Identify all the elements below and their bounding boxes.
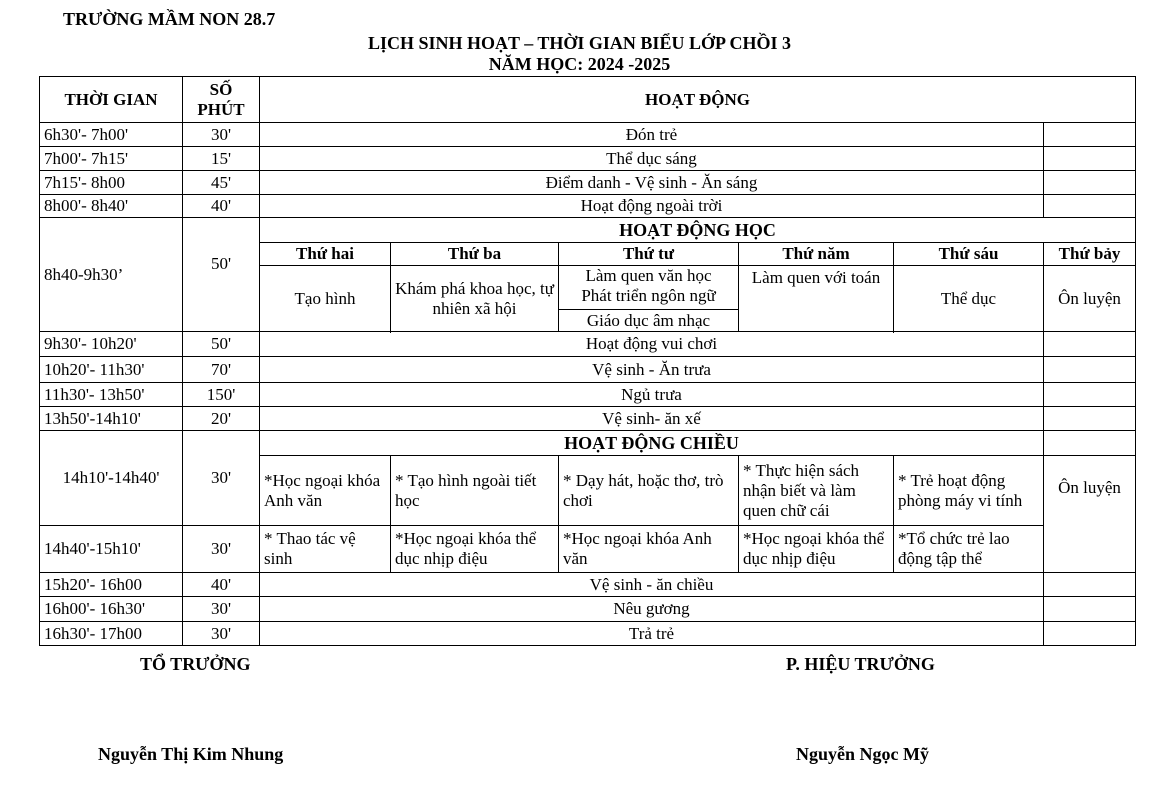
table-row xyxy=(40,622,1136,646)
afternoon-minutes-cell-1: 30' xyxy=(183,431,260,526)
minutes-cell: 30' xyxy=(183,622,260,646)
table-row xyxy=(40,195,1136,218)
day-header-sat: Thứ bảy xyxy=(1044,243,1136,266)
study-tue: Khám phá khoa học, tự nhiên xã hội xyxy=(391,266,559,332)
afternoon-time-cell-1: 14h10'-14h40' xyxy=(40,431,183,526)
signature-title-left: TỔ TRƯỞNG xyxy=(140,654,251,674)
afternoon-thu-1: * Thực hiện sách nhận biết và làm quen chữ cái xyxy=(739,456,894,526)
study-thu: Làm quen với toán xyxy=(739,266,894,332)
afternoon-sat: Ôn luyện xyxy=(1044,456,1136,573)
activity-cell: Hoạt động ngoài trời xyxy=(260,195,1044,218)
document-title: LỊCH SINH HOẠT – THỜI GIAN BIỂU LỚP CHỒI 3 xyxy=(368,33,791,53)
blank-cell xyxy=(1044,622,1136,646)
activity-cell: Điểm danh - Vệ sinh - Ăn sáng xyxy=(260,171,1044,195)
afternoon-wed-1: * Dạy hát, hoặc thơ, trò chơi xyxy=(559,456,739,526)
day-header-thu: Thứ năm xyxy=(739,243,894,266)
blank-cell xyxy=(1044,147,1136,171)
afternoon-mon-1: *Học ngoại khóa Anh văn xyxy=(260,456,391,526)
afternoon-minutes-cell-2: 30' xyxy=(183,526,260,573)
activity-cell: Ngủ trưa xyxy=(260,383,1044,407)
signature-name-right: Nguyễn Ngọc Mỹ xyxy=(796,744,929,764)
minutes-cell: 70' xyxy=(183,357,260,383)
time-cell: 13h50'-14h10' xyxy=(40,407,183,431)
table-row xyxy=(40,383,1136,407)
header-activity: HOẠT ĐỘNG xyxy=(260,77,1136,123)
afternoon-wed-2: *Học ngoại khóa Anh văn xyxy=(559,526,739,573)
study-minutes-cell: 50' xyxy=(183,218,260,332)
table-row xyxy=(40,573,1136,597)
time-cell: 6h30'- 7h00' xyxy=(40,123,183,147)
table-row xyxy=(40,332,1136,357)
day-header-fri: Thứ sáu xyxy=(894,243,1044,266)
table-row xyxy=(40,357,1136,383)
schedule-table xyxy=(39,76,1136,646)
study-time-cell: 8h40-9h30’ xyxy=(40,218,183,332)
header-minutes: SỐ PHÚT xyxy=(183,77,260,123)
afternoon-fri-2: *Tổ chức trẻ lao động tập thể xyxy=(894,526,1044,573)
study-wed-lower: Giáo dục âm nhạc xyxy=(559,310,739,332)
minutes-cell: 40' xyxy=(183,573,260,597)
minutes-cell: 150' xyxy=(183,383,260,407)
time-cell: 7h15'- 8h00 xyxy=(40,171,183,195)
activity-cell: Vệ sinh - Ăn trưa xyxy=(260,357,1044,383)
table-row xyxy=(40,407,1136,431)
afternoon-mon-2: * Thao tác vệ sinh xyxy=(260,526,391,573)
day-header-mon: Thứ hai xyxy=(260,243,391,266)
study-wed-line1: Làm quen văn học xyxy=(585,266,712,285)
header-time: THỜI GIAN xyxy=(40,77,183,123)
minutes-cell: 50' xyxy=(183,332,260,357)
afternoon-row xyxy=(40,526,1136,573)
signature-title-right: P. HIỆU TRƯỞNG xyxy=(786,654,935,674)
time-cell: 10h20'- 11h30' xyxy=(40,357,183,383)
minutes-cell: 45' xyxy=(183,171,260,195)
minutes-cell: 30' xyxy=(183,597,260,622)
minutes-cell: 20' xyxy=(183,407,260,431)
day-header-tue: Thứ ba xyxy=(391,243,559,266)
study-wed-line2: Phát triển ngôn ngữ xyxy=(581,286,716,305)
table-row xyxy=(40,171,1136,195)
activity-cell: Nêu gương xyxy=(260,597,1044,622)
minutes-cell: 40' xyxy=(183,195,260,218)
afternoon-fri-1: * Trẻ hoạt động phòng máy vi tính xyxy=(894,456,1044,526)
study-fri: Thể dục xyxy=(894,266,1044,332)
signature-name-left: Nguyễn Thị Kim Nhung xyxy=(98,744,284,764)
table-row xyxy=(40,597,1136,622)
study-wed-upper xyxy=(559,266,739,310)
header-row xyxy=(40,77,1136,123)
school-year: NĂM HỌC: 2024 -2025 xyxy=(488,54,671,74)
activity-cell: Vệ sinh- ăn xế xyxy=(260,407,1044,431)
blank-cell xyxy=(1044,431,1136,456)
blank-cell xyxy=(1044,597,1136,622)
table-row xyxy=(40,147,1136,171)
day-header-wed: Thứ tư xyxy=(559,243,739,266)
study-mon: Tạo hình xyxy=(260,266,391,332)
blank-cell xyxy=(1044,407,1136,431)
minutes-cell: 15' xyxy=(183,147,260,171)
afternoon-thu-2: *Học ngoại khóa thể dục nhịp điệu xyxy=(739,526,894,573)
blank-cell xyxy=(1044,123,1136,147)
time-cell: 7h00'- 7h15' xyxy=(40,147,183,171)
school-name: TRƯỜNG MẦM NON 28.7 xyxy=(63,9,276,29)
time-cell: 11h30'- 13h50' xyxy=(40,383,183,407)
blank-cell xyxy=(1044,383,1136,407)
afternoon-section-title: HOẠT ĐỘNG CHIỀU xyxy=(260,431,1044,456)
blank-cell xyxy=(1044,332,1136,357)
time-cell: 16h30'- 17h00 xyxy=(40,622,183,646)
study-section-title: HOẠT ĐỘNG HỌC xyxy=(260,218,1136,243)
study-title-row xyxy=(40,218,1136,243)
time-cell: 8h00'- 8h40' xyxy=(40,195,183,218)
minutes-cell: 30' xyxy=(183,123,260,147)
blank-cell xyxy=(1044,171,1136,195)
study-sat: Ôn luyện xyxy=(1044,266,1136,332)
activity-cell: Thể dục sáng xyxy=(260,147,1044,171)
blank-cell xyxy=(1044,573,1136,597)
afternoon-time-cell-2: 14h40'-15h10' xyxy=(40,526,183,573)
activity-cell: Hoạt động vui chơi xyxy=(260,332,1044,357)
time-cell: 16h00'- 16h30' xyxy=(40,597,183,622)
blank-cell xyxy=(1044,195,1136,218)
time-cell: 15h20'- 16h00 xyxy=(40,573,183,597)
activity-cell: Trả trẻ xyxy=(260,622,1044,646)
activity-cell: Vệ sinh - ăn chiều xyxy=(260,573,1044,597)
time-cell: 9h30'- 10h20' xyxy=(40,332,183,357)
blank-cell xyxy=(1044,357,1136,383)
afternoon-title-row xyxy=(40,431,1136,456)
afternoon-tue-1: * Tạo hình ngoài tiết học xyxy=(391,456,559,526)
afternoon-tue-2: *Học ngoại khóa thể dục nhịp điệu xyxy=(391,526,559,573)
table-row xyxy=(40,123,1136,147)
activity-cell: Đón trẻ xyxy=(260,123,1044,147)
